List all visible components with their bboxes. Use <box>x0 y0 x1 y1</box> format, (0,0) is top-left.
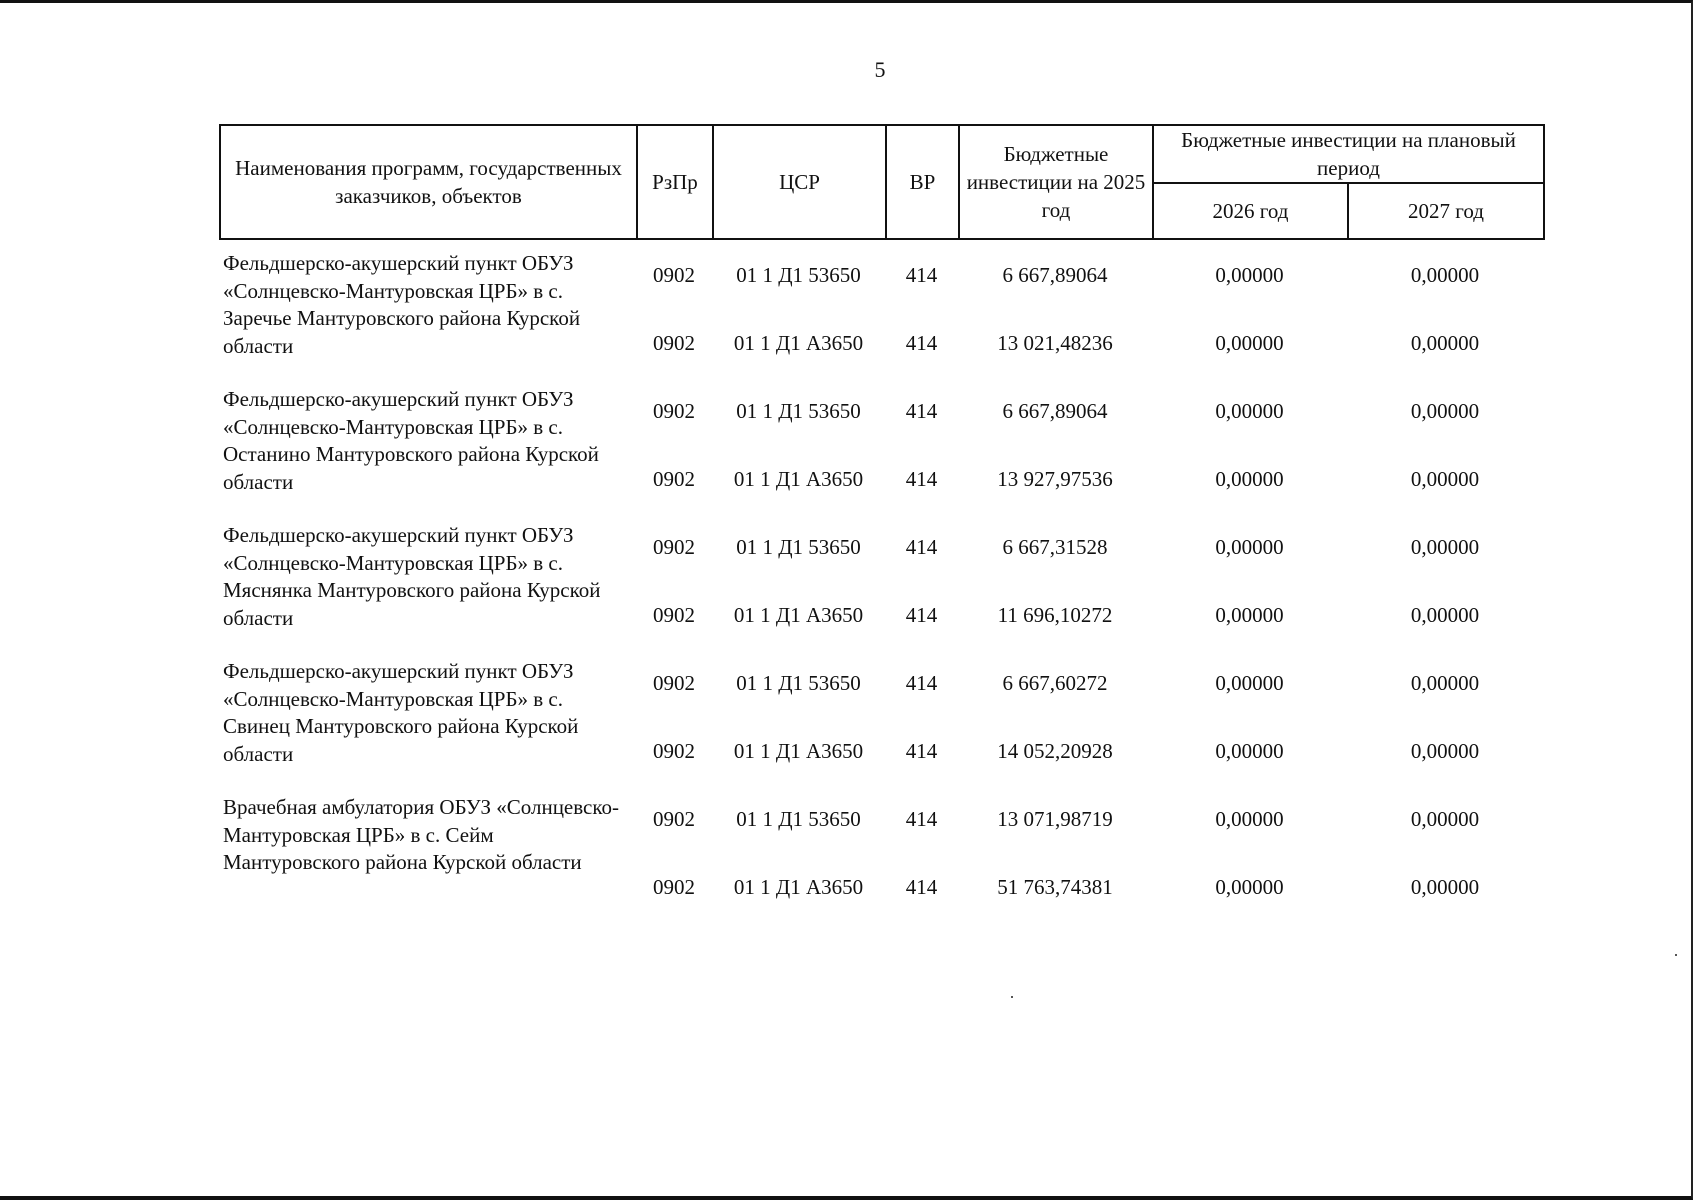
investment-2025-cell: 6 667,31528 <box>1002 534 1108 559</box>
csr-cell: 01 1 Д1 А3650 <box>733 466 864 491</box>
investment-2027-cell: 0,00000 <box>1410 398 1480 423</box>
rzpr-cell: 0902 <box>653 534 695 559</box>
investment-2025-cell: 51 763,74381 <box>997 874 1113 899</box>
investment-2027-cell: 0,00000 <box>1410 602 1480 627</box>
csr-cell: 01 1 Д1 53650 <box>736 806 861 831</box>
rzpr-cell: 0902 <box>653 330 695 355</box>
investment-2026-cell: 0,00000 <box>1215 874 1284 899</box>
investment-2026-cell: 0,00000 <box>1215 738 1284 763</box>
vr-cell: 414 <box>905 330 938 355</box>
investment-2025-cell: 6 667,89064 <box>1002 398 1108 423</box>
rzpr-cell: 0902 <box>653 806 695 831</box>
csr-cell: 01 1 Д1 53650 <box>736 534 861 559</box>
investment-2025-cell: 11 696,10272 <box>997 602 1113 627</box>
table-row <box>219 377 1543 445</box>
rzpr-cell: 0902 <box>653 738 695 763</box>
table-header <box>219 124 1545 240</box>
header-csr: ЦСР <box>713 125 886 239</box>
investment-2025-cell: 13 021,48236 <box>997 330 1113 355</box>
csr-cell: 01 1 Д1 53650 <box>736 398 861 423</box>
rzpr-cell: 0902 <box>653 602 695 627</box>
vr-cell: 414 <box>905 806 938 831</box>
investment-2026-cell: 0,00000 <box>1215 602 1284 627</box>
table-body <box>219 241 1543 921</box>
rzpr-cell: 0902 <box>653 398 695 423</box>
vr-cell: 414 <box>905 398 938 423</box>
investment-2027-cell: 0,00000 <box>1410 262 1480 287</box>
header-2026: 2026 год <box>1153 183 1348 239</box>
investment-2026-cell: 0,00000 <box>1215 466 1284 491</box>
table-row <box>219 649 1543 717</box>
investment-2027-cell: 0,00000 <box>1410 806 1480 831</box>
header-2027: 2027 год <box>1348 183 1544 239</box>
investment-2027-cell: 0,00000 <box>1410 670 1480 695</box>
csr-cell: 01 1 Д1 А3650 <box>733 874 864 899</box>
vr-cell: 414 <box>905 874 938 899</box>
rzpr-cell: 0902 <box>653 670 695 695</box>
scan-speck <box>1675 954 1677 956</box>
investment-2025-cell: 6 667,89064 <box>1002 262 1108 287</box>
investment-2027-cell: 0,00000 <box>1410 874 1480 899</box>
investment-2026-cell: 0,00000 <box>1215 398 1284 423</box>
investment-2027-cell: 0,00000 <box>1410 738 1480 763</box>
csr-cell: 01 1 Д1 А3650 <box>733 330 864 355</box>
header-vr: ВР <box>886 125 959 239</box>
investment-2025-cell: 13 927,97536 <box>997 466 1113 491</box>
csr-cell: 01 1 Д1 А3650 <box>733 602 864 627</box>
rzpr-cell: 0902 <box>653 466 695 491</box>
investment-2027-cell: 0,00000 <box>1410 330 1480 355</box>
investment-2027-cell: 0,00000 <box>1410 466 1480 491</box>
object-name: Врачебная амбулатория ОБУЗ «Солнцевско-Мантуровская ЦРБ» в с. Сейм Мантуровского района Курской области <box>223 795 619 874</box>
object-name: Фельдшерско-акушерский пункт ОБУЗ «Солнцевско-Мантуровская ЦРБ» в с. Заречье Мантуровского района Курской области <box>223 251 581 358</box>
rzpr-cell: 0902 <box>653 874 695 899</box>
investment-2027-cell: 0,00000 <box>1410 534 1480 559</box>
csr-cell: 01 1 Д1 53650 <box>736 670 861 695</box>
vr-cell: 414 <box>905 534 938 559</box>
investment-2026-cell: 0,00000 <box>1215 262 1284 287</box>
header-investments-2025: Бюджетные инвестиции на 2025 год <box>959 125 1153 239</box>
header-planned-period: Бюджетные инвестиции на плановый период <box>1153 125 1544 183</box>
table-row <box>219 513 1543 581</box>
vr-cell: 414 <box>905 262 938 287</box>
investment-2025-cell: 14 052,20928 <box>997 738 1113 763</box>
header-name: Наименования программ, государственных заказчиков, объектов <box>220 125 637 239</box>
table-row <box>219 785 1543 853</box>
investment-2025-cell: 6 667,60272 <box>1002 670 1108 695</box>
object-name: Фельдшерско-акушерский пункт ОБУЗ «Солнцевско-Мантуровская ЦРБ» в с. Останино Мантуровского района Курской области <box>223 387 599 494</box>
investment-2026-cell: 0,00000 <box>1215 534 1284 559</box>
vr-cell: 414 <box>905 466 938 491</box>
investment-2026-cell: 0,00000 <box>1215 806 1284 831</box>
object-name: Фельдшерско-акушерский пункт ОБУЗ «Солнцевско-Мантуровская ЦРБ» в с. Свинец Мантуровского района Курской области <box>223 659 579 766</box>
page-number: 5 <box>874 57 886 82</box>
vr-cell: 414 <box>905 602 938 627</box>
header-rzpr: РзПр <box>637 125 713 239</box>
scan-speck <box>1011 996 1013 998</box>
table-row <box>219 241 1543 309</box>
csr-cell: 01 1 Д1 53650 <box>736 262 861 287</box>
rzpr-cell: 0902 <box>653 262 695 287</box>
csr-cell: 01 1 Д1 А3650 <box>733 738 864 763</box>
investment-2025-cell: 13 071,98719 <box>997 806 1113 831</box>
vr-cell: 414 <box>905 738 938 763</box>
vr-cell: 414 <box>905 670 938 695</box>
object-name: Фельдшерско-акушерский пункт ОБУЗ «Солнцевско-Мантуровская ЦРБ» в с. Мяснянка Мантуровского района Курской области <box>223 523 601 630</box>
investment-2026-cell: 0,00000 <box>1215 670 1284 695</box>
investment-2026-cell: 0,00000 <box>1215 330 1284 355</box>
